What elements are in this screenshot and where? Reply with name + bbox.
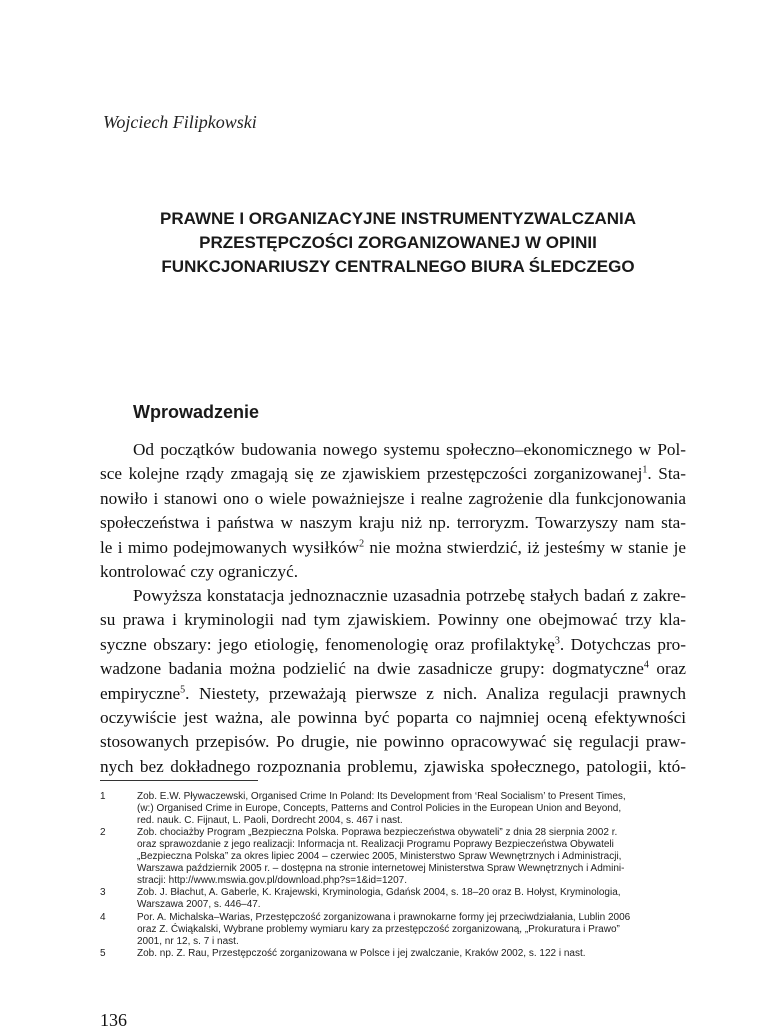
footnote-text: Zob. chociażby Program „Bezpieczna Polska. Poprawa bezpieczeństwa obywateli” z dnia 28 sierpnia 2002 r. oraz sprawozdanie z jego realizacji: Informacja nt. Realizacji Programu Poprawy Bezpieczeństwa Obywateli „Bezpieczna Polska” za okres lipiec 2004 – czerwiec 2005, Ministerstwo Spraw Wewnętrznych i Administracji, Warszawa październik 2005 r. – dostępna na stronie internetowej Ministerstwa Spraw Wewnętrznych i Admini- stracji: http://www.mswia.gov.pl/download.php?s=1&id=1207. bbox=[137, 827, 625, 886]
footnote-2 bbox=[100, 827, 696, 886]
paragraph-line: wadzone badania można podzielić na dwie zasadnicze grupy: dogmatyczne$^4$ oraz bbox=[100, 659, 686, 679]
footnote-4 bbox=[100, 912, 696, 947]
title-line-3: FUNKCJONARIUSZY CENTRALNEGO BIURA ŚLEDCZEGO bbox=[161, 257, 635, 276]
footnote-number: 4 bbox=[100, 911, 106, 923]
paragraph-line: społeczeństwa i państwa w naszym kraju niż np. terroryzm. Towarzyszy nam sta- bbox=[100, 513, 686, 533]
page-number: 136 bbox=[100, 1010, 127, 1030]
paragraph-line: empiryczne$^5$. Niestety, przeważają pierwsze z nich. Analiza regulacji prawnych bbox=[100, 683, 686, 703]
paragraph-line: nych bez dokładnego rozpoznania problemu, zjawiska społecznego, patologii, któ- bbox=[100, 756, 686, 776]
paragraph-line: syczne obszary: jego etiologię, fenomenologię oraz profilaktykę$^3$. Dotychczas pro- bbox=[100, 634, 686, 654]
footnote-number: 5 bbox=[100, 948, 106, 960]
footnote-text: Zob. E.W. Pływaczewski, Organised Crime In Poland: Its Development from ‘Real Socialism’ to Present Times, (w:) Organised Crime in Europe, Concepts, Patterns and Control Policies in the European Union and Beyond, red. nauk. C. Fijnaut, L. Paoli, Dordrecht 2004, s. 467 i nast. bbox=[137, 791, 626, 826]
footnote-text: Por. A. Michalska–Warias, Przestępczość zorganizowana i prawnokarne formy jej przeciwdziałania, Lublin 2006 oraz Z. Ćwiąkalski, Wybrane problemy wymiaru kary za przestępczość zorganizowaną, „Prokuratura i Prawo” 2001, nr 12, s. 7 i nast. bbox=[137, 911, 631, 947]
paragraph-2 bbox=[100, 584, 686, 779]
article-title bbox=[100, 207, 696, 279]
footnote-number: 2 bbox=[100, 827, 106, 839]
footnote-number: 1 bbox=[100, 791, 106, 802]
paragraph-line: su prawa i kryminologii nad tym zjawiskiem. Powinny one obejmować trzy kla- bbox=[100, 610, 686, 630]
footnote-ref[interactable]: 3 bbox=[554, 635, 560, 647]
footnote-ref[interactable]: 2 bbox=[359, 537, 365, 549]
footnote-ref[interactable]: 1 bbox=[642, 464, 648, 476]
paragraph-line: nowiło i stanowi ono o wiele poważniejsze i realne zagrożenie dla funkcjonowania bbox=[100, 488, 686, 508]
section-heading: Wprowadzenie bbox=[133, 402, 260, 422]
paragraph-1 bbox=[100, 438, 686, 584]
footnote-ref[interactable]: 4 bbox=[643, 659, 649, 671]
author-name: Wojciech Filipkowski bbox=[103, 112, 257, 132]
title-line-1: PRAWNE I ORGANIZACYJNE INSTRUMENTYZWALCZANIA bbox=[160, 209, 636, 228]
footnote-5 bbox=[100, 948, 696, 960]
footnote-number: 3 bbox=[100, 887, 106, 899]
paragraph-line: le i mimo podejmowanych wysiłków$^2$ nie można stwierdzić, iż jesteśmy w stanie je bbox=[100, 537, 686, 557]
footnote-3 bbox=[100, 887, 696, 911]
footnote-1 bbox=[100, 791, 696, 826]
footnote-divider bbox=[100, 780, 258, 781]
footnote-text: Zob. np. Z. Rau, Przestępczość zorganizowana w Polsce i jej zwalczanie, Kraków 2002, s. 122 i nast. bbox=[137, 948, 586, 960]
paragraph-line: sce kolejne rządy zmagają się ze zjawiskiem przestępczości zorganizowanej$^1$. Sta- bbox=[100, 464, 686, 484]
paragraph-line: oczywiście jest ważna, ale powinna być poparta co najmniej oceną efektywności bbox=[100, 708, 686, 728]
paragraph-line: stosowanych przepisów. Po drugie, nie powinno opracowywać się regulacji praw- bbox=[100, 732, 686, 752]
footnote-text: Zob. J. Błachut, A. Gaberle, K. Krajewski, Kryminologia, Gdańsk 2004, s. 18–20 oraz B. Hołyst, Kryminologia, Warszawa 2007, s. 446–47. bbox=[137, 887, 621, 911]
footnotes bbox=[100, 791, 696, 961]
footnote-ref[interactable]: 5 bbox=[180, 683, 186, 695]
paragraph-line: Od początków budowania nowego systemu społeczno–ekonomicznego w Pol- bbox=[133, 440, 686, 459]
paragraph-line: Powyższa konstatacja jednoznacznie uzasadnia potrzebę stałych badań z zakre- bbox=[133, 586, 686, 605]
title-line-2: PRZESTĘPCZOŚCI ZORGANIZOWANEJ W OPINII bbox=[199, 233, 597, 252]
paragraph-line: kontrolować czy ograniczyć. bbox=[100, 562, 299, 582]
